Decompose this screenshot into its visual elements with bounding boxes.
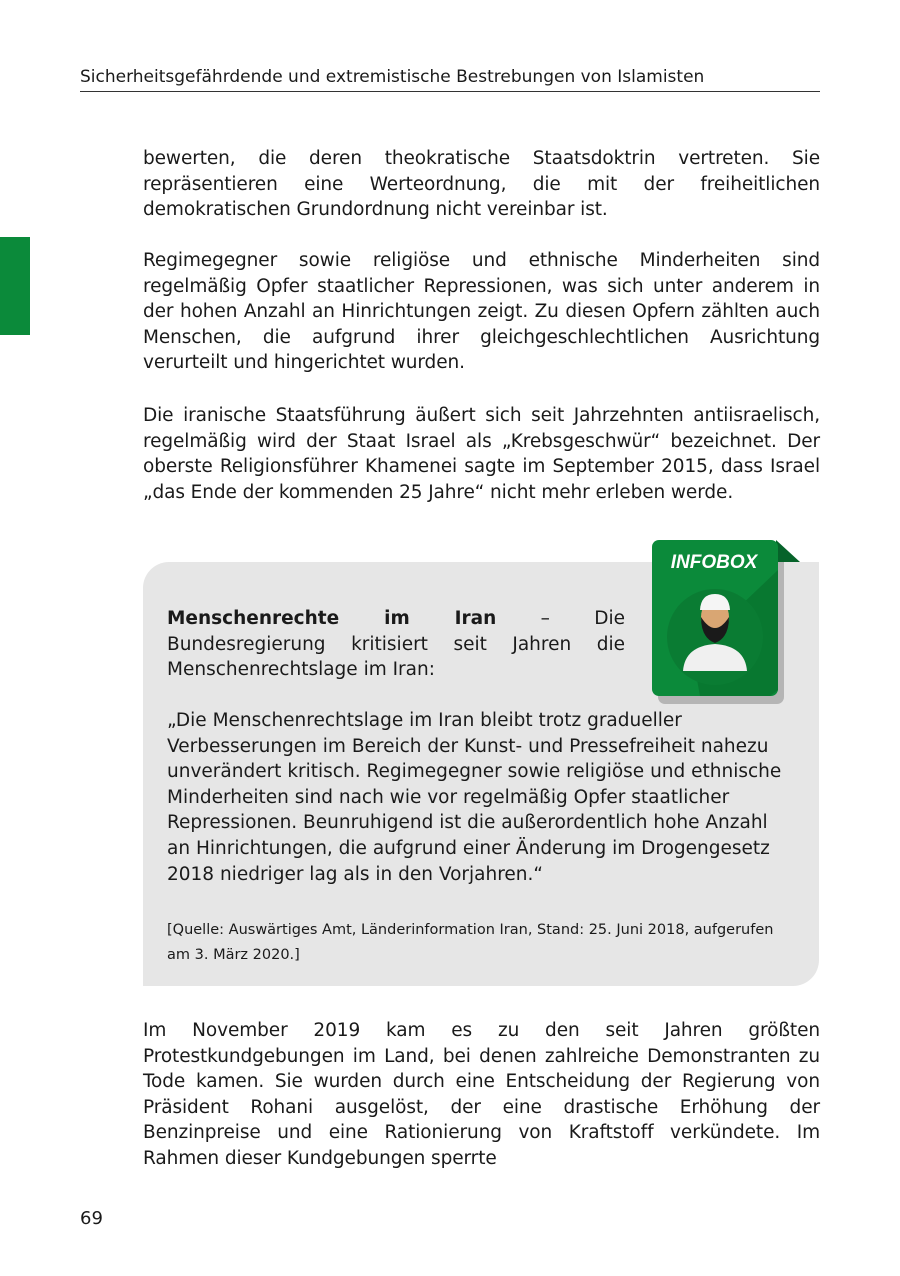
infobox-heading xyxy=(167,606,625,683)
infobox-badge-label: INFOBOX xyxy=(670,552,758,573)
chapter-tab-marker xyxy=(0,237,30,335)
infobox-heading-text: – Die Bundesregierung kritisiert seit Jahren die Menschenrechtslage im Iran: xyxy=(167,608,625,681)
body-paragraph-2: Regimegegner sowie religiöse und ethnische Minderheiten sind regelmäßig Opfer staatlicher Repressionen, was sich unter anderem in der hohen Anzahl an Hinrichtungen zeigt. Zu diesen Opfern zählten auch Menschen, die aufgrund ihrer gleichgeschlechtlichen Ausrichtung verurteilt und hingerichtet wurden. xyxy=(143,250,820,374)
body-paragraph-3: Die iranische Staatsführung äußert sich seit Jahrzehnten antiisraelisch, regelmäßig wird der Staat Israel als „Krebsgeschwür“ bezeichnet. Der oberste Religionsführer Khamenei sagte im September 2015, dass Israel „das Ende der kommenden 25 Jahre“ nicht mehr erleben werde. xyxy=(143,405,820,503)
page-number: 69 xyxy=(80,1208,103,1229)
infobox-badge xyxy=(650,540,800,706)
body-paragraph-4: Im November 2019 kam es zu den seit Jahren größten Protestkundgebungen im Land, bei denen zahlreiche Demonstranten zu Tode kamen. Sie wurden durch eine Entscheidung der Regierung von Präsident Rohani ausgelöst, der eine drastische Erhöhung der Benzinpreise und eine Rationierung von Kraftstoff verkündete. Im Rahmen dieser Kundgebungen sperrte xyxy=(143,1020,820,1169)
cleric-portrait-icon xyxy=(667,589,763,685)
body-paragraph-1: bewerten, die deren theokratische Staatsdoktrin vertreten. Sie repräsentieren eine Werteordnung, die mit der freiheitlichen demokratischen Grundordnung nicht vereinbar ist. xyxy=(143,148,820,221)
infobox-quote: „Die Menschenrechtslage im Iran bleibt trotz gradueller Verbesserungen im Bereich der Kunst- und Pressefreiheit nahezu unverändert kritisch. Regimegegner sowie religiöse und ethnische Minderheiten sind nach wie vor regelmäßig Opfer staatlicher Repressionen. Beunruhigend ist die außerordentlich hohe Anzahl an Hinrichtungen, die aufgrund einer Änderung im Drogengesetz 2018 niedriger lag als in den Vorjahren.“ xyxy=(167,710,782,885)
running-header: Sicherheitsgefährdende und extremistische Bestrebungen von Islamisten xyxy=(80,65,820,92)
infobox-source: [Quelle: Auswärtiges Amt, Länderinformation Iran, Stand: 25. Juni 2018, aufgerufen am 3. März 2020.] xyxy=(167,922,774,963)
infobox-heading-bold: Menschenrechte im Iran xyxy=(167,608,497,629)
